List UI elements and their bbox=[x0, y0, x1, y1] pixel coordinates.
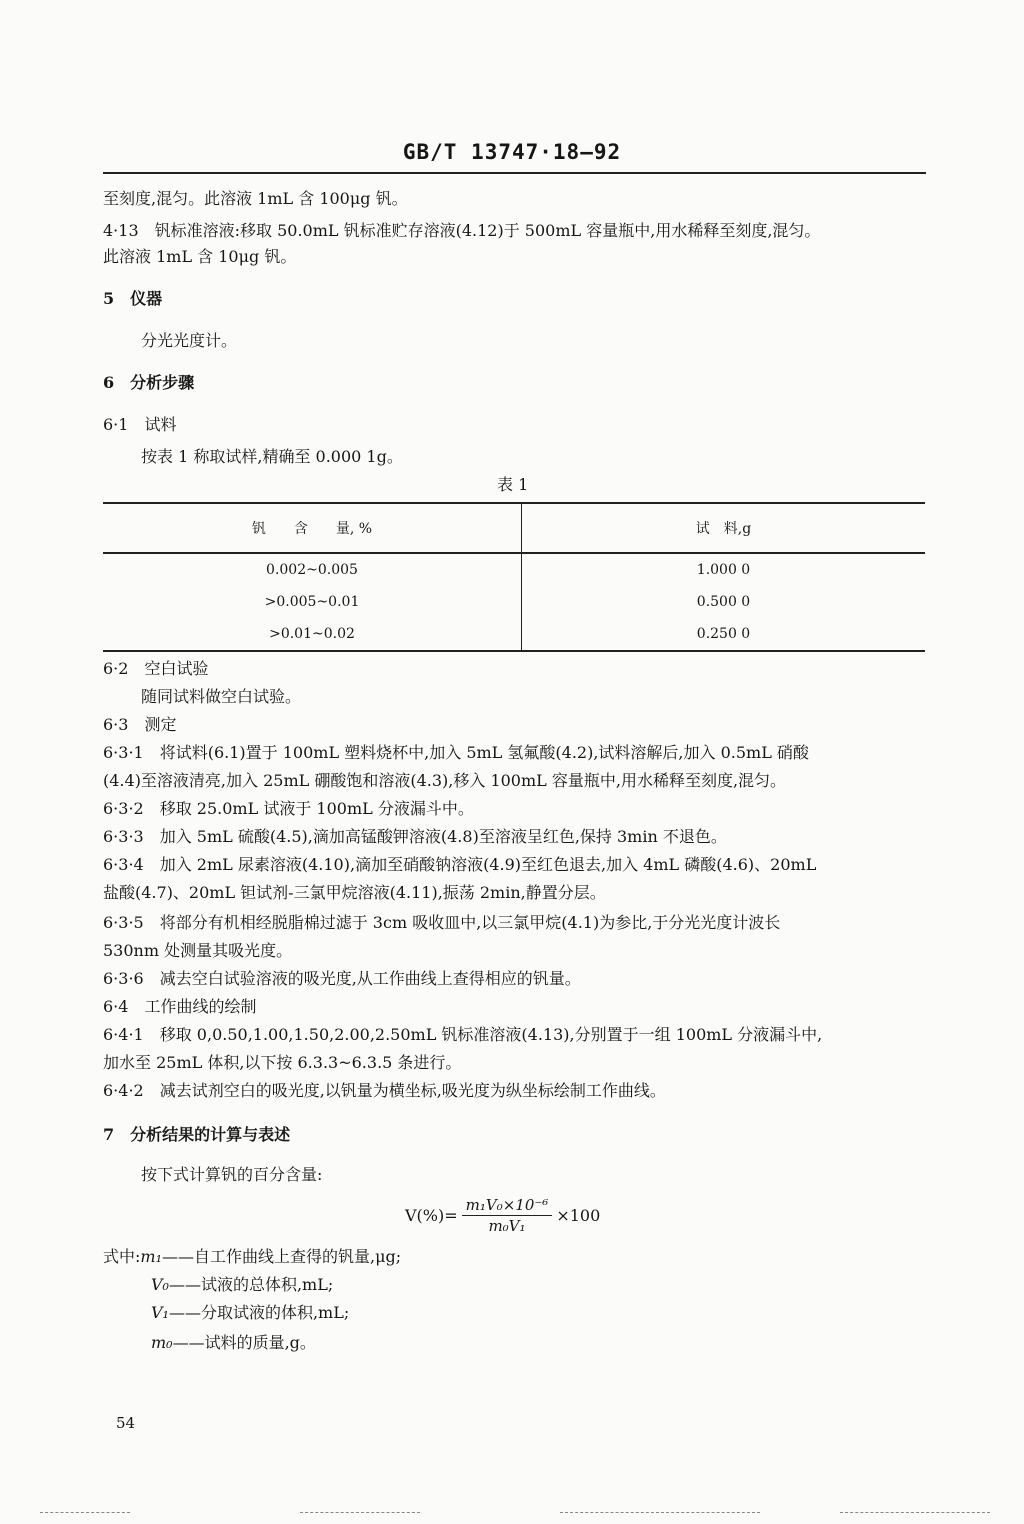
section-6-4-2 bbox=[103, 1080, 666, 1102]
section-6-3-6 bbox=[103, 968, 581, 990]
section-number: 5 bbox=[103, 289, 115, 308]
section-6-3-5 bbox=[103, 912, 780, 934]
variable-definition bbox=[103, 1246, 401, 1268]
scan-edge-mark bbox=[840, 1512, 990, 1513]
section-number: 7 bbox=[103, 1125, 115, 1144]
variable-definition bbox=[151, 1332, 316, 1354]
section-6-3-2 bbox=[103, 798, 474, 820]
text-line: 按下式计算钒的百分含量: bbox=[141, 1165, 323, 1184]
section-text: 移取 0,0.50,1.00,1.50,2.00,2.50mL 钒标准溶液(4.13),分别置于一组 100mL 分液漏斗中, bbox=[159, 1025, 823, 1044]
variable-description: ——分取试液的体积,mL; bbox=[168, 1303, 350, 1322]
section-number: 6·4 bbox=[103, 997, 129, 1016]
table-header-sample-mass: 试 料,g bbox=[522, 503, 926, 553]
section-6-1-heading bbox=[103, 414, 176, 436]
text-line: 此溶液 1mL 含 10μg 钒。 bbox=[103, 247, 297, 266]
section-text: 加入 2mL 尿素溶液(4.10),滴加至硝酸钠溶液(4.9)至红色退去,加入 4mL 磷酸(4.6)、20mL bbox=[159, 855, 817, 874]
text-line: 分光光度计。 bbox=[141, 331, 238, 350]
table-row bbox=[103, 553, 925, 586]
section-text: 移取 25.0mL 试液于 100mL 分液漏斗中。 bbox=[159, 799, 474, 818]
section-title: 仪器 bbox=[130, 289, 163, 308]
variable-symbol: V₀ bbox=[151, 1275, 169, 1294]
text-line: 至刻度,混匀。此溶液 1mL 含 100μg 钒。 bbox=[103, 189, 408, 208]
section-title: 分析步骤 bbox=[130, 373, 195, 392]
formula bbox=[405, 1196, 600, 1235]
section-number: 6·1 bbox=[103, 415, 129, 434]
formula-lhs: V(%)= bbox=[405, 1206, 458, 1225]
table-caption: 表 1 bbox=[497, 475, 529, 494]
text-line: 盐酸(4.7)、20mL 钽试剂-三氯甲烷溶液(4.11),振荡 2min,静置分层。 bbox=[103, 883, 606, 902]
section-6-3-3 bbox=[103, 826, 727, 848]
section-number: 6 bbox=[103, 373, 115, 392]
variable-symbol: m₀ bbox=[151, 1333, 173, 1352]
section-title: 分析结果的计算与表述 bbox=[130, 1125, 291, 1144]
section-title: 试料 bbox=[144, 415, 177, 434]
section-text: 加入 5mL 硫酸(4.5),滴加高锰酸钾溶液(4.8)至溶液呈红色,保持 3min 不退色。 bbox=[159, 827, 727, 846]
variable-symbol: V₁ bbox=[151, 1303, 169, 1322]
section-number: 6·4·2 bbox=[103, 1081, 144, 1100]
section-6-3-heading bbox=[103, 714, 176, 736]
section-number: 6·3 bbox=[103, 715, 129, 734]
formula-fraction bbox=[462, 1196, 553, 1235]
section-6-3-1 bbox=[103, 742, 809, 764]
variable-description: ——试料的质量,g。 bbox=[172, 1333, 316, 1352]
section-title: 空白试验 bbox=[144, 659, 209, 678]
scan-edge-mark bbox=[300, 1512, 420, 1513]
section-number: 6·3·5 bbox=[103, 913, 144, 932]
table-row bbox=[103, 618, 925, 651]
section-7-heading bbox=[103, 1124, 290, 1146]
page-number: 54 bbox=[116, 1414, 136, 1432]
section-text: 将部分有机相经脱脂棉过滤于 3cm 吸收皿中,以三氯甲烷(4.1)为参比,于分光光度计波长 bbox=[159, 913, 781, 932]
section-number: 6·4·1 bbox=[103, 1025, 144, 1044]
section-6-4-1 bbox=[103, 1024, 822, 1046]
page-header: GB/T 13747·18—92 bbox=[402, 140, 622, 164]
section-number: 6·2 bbox=[103, 659, 129, 678]
section-title: 工作曲线的绘制 bbox=[144, 997, 257, 1016]
text-line: 随同试料做空白试验。 bbox=[141, 687, 302, 706]
section-text: 减去试剂空白的吸光度,以钒量为横坐标,吸光度为纵坐标绘制工作曲线。 bbox=[159, 1081, 666, 1100]
section-number: 6·3·3 bbox=[103, 827, 144, 846]
header-rule bbox=[103, 172, 926, 174]
formula-rhs: ×100 bbox=[556, 1206, 601, 1225]
variable-symbol: m₁ bbox=[140, 1247, 162, 1266]
formula-denominator: m₀V₁ bbox=[488, 1217, 526, 1235]
section-4-13 bbox=[103, 220, 820, 242]
text-line: 加水至 25mL 体积,以下按 6.3.3~6.3.5 条进行。 bbox=[103, 1053, 462, 1072]
section-6-heading bbox=[103, 372, 194, 394]
section-number: 6·3·4 bbox=[103, 855, 144, 874]
table-cell: 0.250 0 bbox=[522, 618, 926, 651]
table-cell: 0.002~0.005 bbox=[103, 553, 522, 586]
text-line: 530nm 处测量其吸光度。 bbox=[103, 941, 293, 960]
section-6-2-heading bbox=[103, 658, 208, 680]
table-row bbox=[103, 586, 925, 618]
scan-edge-mark bbox=[560, 1512, 760, 1513]
text-line: 按表 1 称取试样,精确至 0.000 1g。 bbox=[141, 447, 403, 466]
variable-description: ——自工作曲线上查得的钒量,μg; bbox=[162, 1247, 402, 1266]
section-text: 将试料(6.1)置于 100mL 塑料烧杯中,加入 5mL 氢氟酸(4.2),试料溶解后,加入 0.5mL 硝酸 bbox=[159, 743, 809, 762]
table-cell: 0.500 0 bbox=[696, 594, 751, 610]
variable-description: ——试液的总体积,mL; bbox=[168, 1275, 334, 1294]
table-cell: >0.005~0.01 bbox=[103, 586, 522, 618]
variable-definition bbox=[151, 1302, 349, 1324]
table-cell: >0.01~0.02 bbox=[103, 618, 522, 651]
scan-edge-mark bbox=[40, 1512, 130, 1513]
section-text: 减去空白试验溶液的吸光度,从工作曲线上查得相应的钒量。 bbox=[159, 969, 581, 988]
section-number: 6·3·1 bbox=[103, 743, 144, 762]
table-header-vanadium-content: 钒 含 量, % bbox=[103, 503, 522, 553]
text-line: (4.4)至溶液清亮,加入 25mL 硼酸饱和溶液(4.3),移入 100mL 容量瓶中,用水稀释至刻度,混匀。 bbox=[103, 771, 787, 790]
section-5-heading bbox=[103, 288, 162, 310]
section-number: 6·3·2 bbox=[103, 799, 144, 818]
table-1 bbox=[103, 502, 925, 652]
section-6-4-heading bbox=[103, 996, 256, 1018]
variable-definition bbox=[151, 1274, 333, 1296]
table-cell: 1.000 0 bbox=[696, 562, 751, 578]
where-label: 式中: bbox=[103, 1247, 141, 1266]
section-number: 6·3·6 bbox=[103, 969, 144, 988]
formula-numerator: m₁V₀×10⁻⁶ bbox=[462, 1196, 553, 1216]
section-title: 测定 bbox=[144, 715, 177, 734]
section-6-3-4 bbox=[103, 854, 816, 876]
section-number: 4·13 bbox=[103, 221, 139, 240]
section-text: 钒标准溶液:移取 50.0mL 钒标准贮存溶液(4.12)于 500mL 容量瓶中,用水稀释至刻度,混匀。 bbox=[154, 221, 821, 240]
